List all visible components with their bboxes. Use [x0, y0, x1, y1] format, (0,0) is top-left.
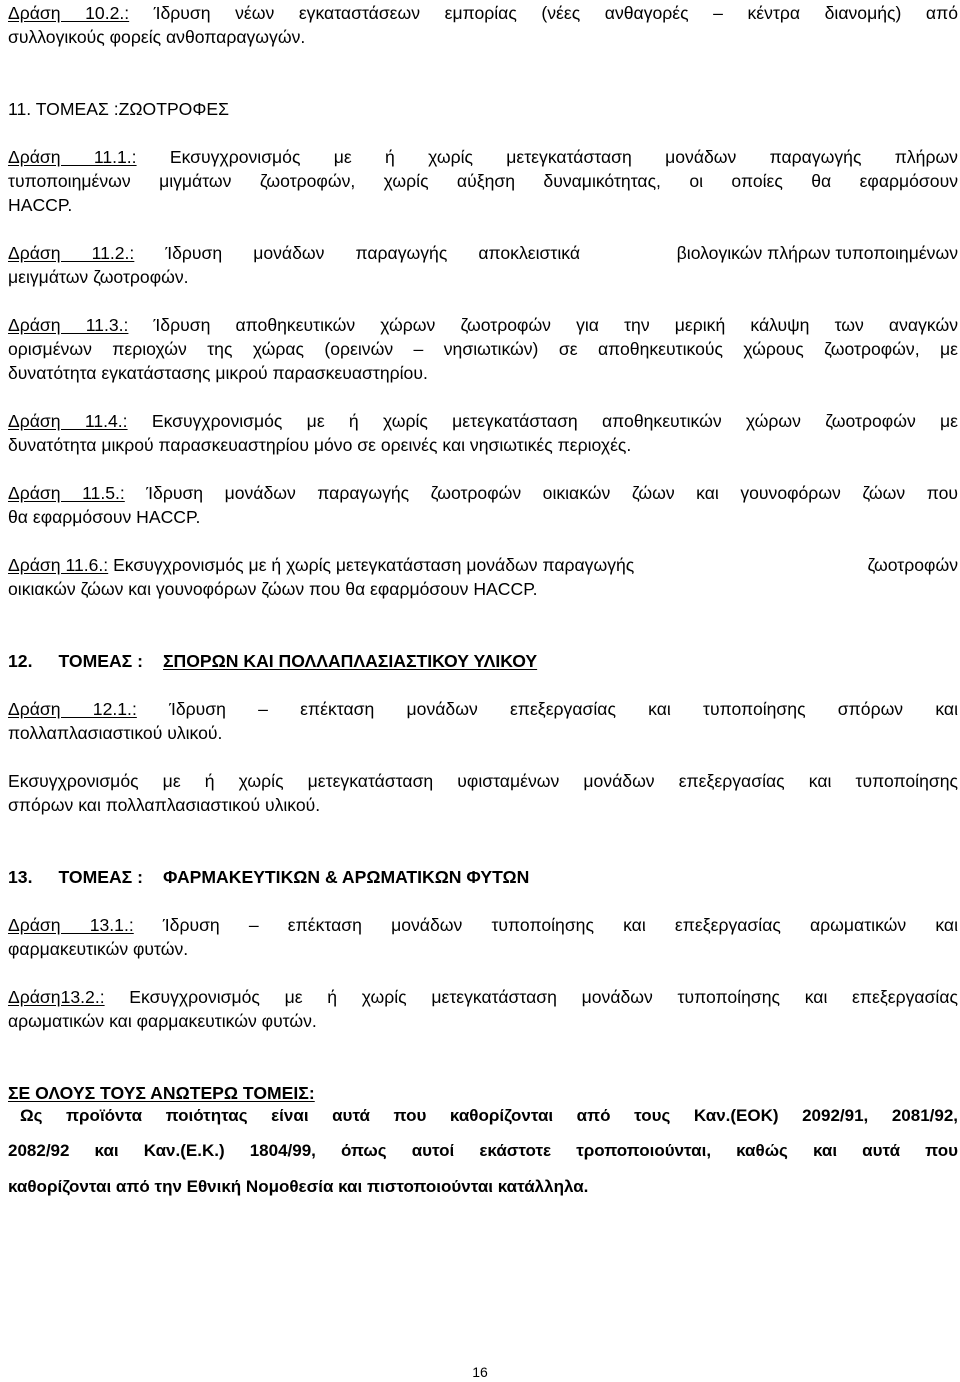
action-10-2-line-2: συλλογικούς φορείς ανθοπαραγωγών.	[8, 27, 306, 47]
action-13-2-line-1: Δράση13.2.: Εκσυγχρονισμός με ή χωρίς μετεγκατάσταση μονάδων τυποποίησης και επεξεργασίας	[8, 987, 958, 1007]
action-11-1-label: Δράση 11.1.:	[8, 147, 137, 167]
all-sectors-heading: ΣΕ ΟΛΟΥΣ ΤΟΥΣ ΑΝΩΤΕΡΩ ΤΟΜΕΙΣ:	[8, 1083, 315, 1103]
action-10-2-label: Δράση 10.2.:	[8, 3, 130, 23]
section-12-paragraph-line-2: σπόρων και πολλαπλασιαστικού υλικού.	[8, 795, 321, 815]
action-13-2-label: Δράση13.2.:	[8, 987, 105, 1007]
action-11-4-label: Δράση 11.4.:	[8, 411, 128, 431]
action-12-1-label: Δράση 12.1.:	[8, 699, 137, 719]
action-11-1-line-2: τυποποιημένων μιγμάτων ζωοτροφών, χωρίς αύξηση δυναμικότητας, οι οποίες θα εφαρμόσουν	[8, 171, 958, 191]
section-12-heading: 12. ΤΟΜΕΑΣ : ΣΠΟΡΩΝ ΚΑΙ ΠΟΛΛΑΠΛΑΣΙΑΣΤΙΚΟΥ ΥΛΙΚΟΥ	[8, 651, 538, 671]
page-number: 16	[472, 1364, 488, 1380]
action-13-1-label: Δράση 13.1.:	[8, 915, 134, 935]
action-11-5-label: Δράση 11.5.:	[8, 483, 125, 503]
action-12-1-line-1: Δράση 12.1.: Ίδρυση – επέκταση μονάδων επεξεργασίας και τυποποίησης σπόρων και	[8, 699, 958, 719]
action-11-5-line-2: θα εφαρμόσουν HACCP.	[8, 507, 201, 527]
action-13-1-line-1: Δράση 13.1.: Ίδρυση – επέκταση μονάδων τυποποίησης και επεξεργασίας αρωματικών και	[8, 915, 958, 935]
action-10-2-line-1: Δράση 10.2.: Ίδρυση νέων εγκαταστάσεων εμπορίας (νέες ανθαγορές – κέντρα διανομής) από	[8, 3, 958, 23]
all-sectors-line-2: 2082/92 και Καν.(Ε.Κ.) 1804/99, όπως αυτοί εκάστοτε τροποποιούνται, καθώς και αυτά που	[8, 1141, 958, 1160]
action-11-3-line-2: ορισμένων περιοχών της χώρας (ορεινών – νησιωτικών) σε αποθηκευτικούς χώρους ζωοτροφών, με	[8, 339, 958, 359]
action-11-3-line-1: Δράση 11.3.: Ίδρυση αποθηκευτικών χώρων ζωοτροφών για την μερική κάλυψη των αναγκών	[8, 315, 958, 335]
action-11-6-line-1: Δράση 11.6.: Εκσυγχρονισμός με ή χωρίς μετεγκατάσταση μονάδων παραγωγής ζωοτροφών	[8, 555, 958, 575]
section-11-heading: 11. ΤΟΜΕΑΣ :ΖΩΟΤΡΟΦΕΣ	[8, 99, 230, 119]
action-13-1-line-2: φαρμακευτικών φυτών.	[8, 939, 189, 959]
action-11-5-line-1: Δράση 11.5.: Ίδρυση μονάδων παραγωγής ζωοτροφών οικιακών ζώων και γουνοφόρων ζώων που	[8, 483, 958, 503]
action-11-4-line-2: δυνατότητα μικρού παρασκευαστηρίου μόνο σε ορεινές και νησιωτικές περιοχές.	[8, 435, 632, 455]
section-13-heading: 13. ΤΟΜΕΑΣ : ΦΑΡΜΑΚΕΥΤΙΚΩΝ & ΑΡΩΜΑΤΙΚΩΝ ΦΥΤΩΝ	[8, 867, 530, 887]
action-11-6-label: Δράση 11.6.:	[8, 555, 109, 575]
action-11-4-line-1: Δράση 11.4.: Εκσυγχρονισμός με ή χωρίς μετεγκατάσταση αποθηκευτικών χώρων ζωοτροφών με	[8, 411, 958, 431]
action-11-1-line-3: HACCP.	[8, 195, 73, 215]
action-12-1-line-2: πολλαπλασιαστικού υλικού.	[8, 723, 223, 743]
action-11-1-line-1: Δράση 11.1.: Εκσυγχρονισμός με ή χωρίς μετεγκατάσταση μονάδων παραγωγής πλήρων	[8, 147, 958, 167]
action-11-6-line-2: οικιακών ζώων και γουνοφόρων ζώων που θα εφαρμόσουν HACCP.	[8, 579, 538, 599]
section-12-paragraph-line-1: Εκσυγχρονισμός με ή χωρίς μετεγκατάσταση υφισταμένων μονάδων επεξεργασίας και τυποποίησης	[8, 771, 958, 791]
action-11-2-line-1: Δράση 11.2.: Ίδρυση μονάδων παραγωγής αποκλειστικά βιολογικών πλήρων τυποποιημένων	[8, 243, 958, 263]
action-11-2-line-2: μειγμάτων ζωοτροφών.	[8, 267, 189, 287]
all-sectors-line-1: Ως προϊόντα ποιότητας είναι αυτά που καθορίζονται από τους Καν.(ΕΟΚ) 2092/91, 2081/92,	[20, 1106, 958, 1125]
all-sectors-line-3: καθορίζονται από την Εθνική Νομοθεσία και πιστοποιούνται κατάλληλα.	[8, 1177, 589, 1196]
action-13-2-line-2: αρωματικών και φαρμακευτικών φυτών.	[8, 1011, 317, 1031]
action-11-3-line-3: δυνατότητα εγκατάστασης μικρού παρασκευαστηρίου.	[8, 363, 428, 383]
action-11-2-label: Δράση 11.2.:	[8, 243, 135, 263]
action-11-3-label: Δράση 11.3.:	[8, 315, 129, 335]
